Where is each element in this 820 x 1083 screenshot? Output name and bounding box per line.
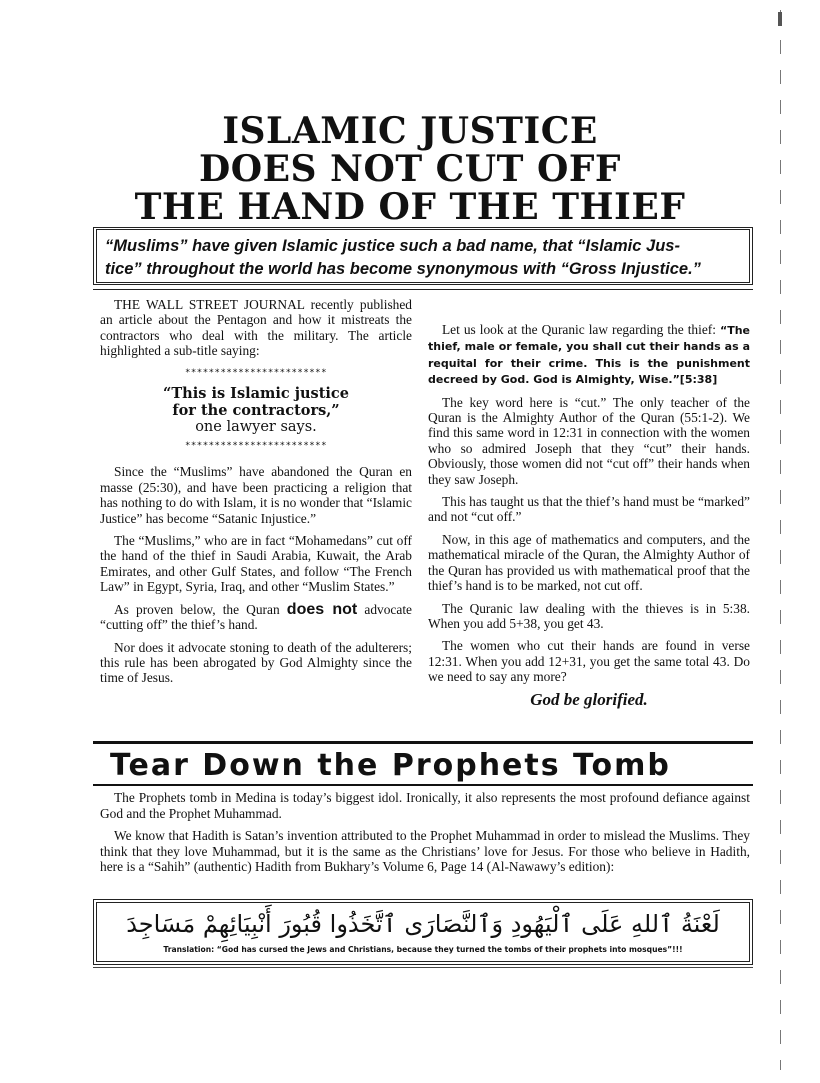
pullquote-under-rule	[93, 289, 753, 290]
left-column	[100, 297, 412, 693]
pullquote-text	[105, 235, 741, 281]
hadith-translation: Translation: “God has cursed the Jews and Christians, because they turned the tombs of their prophets into mosques”!!!	[163, 945, 683, 954]
right-paragraph-3: This has taught us that the thief’s hand must be “marked” and not “cut off.”	[428, 494, 750, 525]
left-paragraph-2: Since the “Muslims” have abandoned the Quran en masse (25:30), and have been practicing a religion that has nothing to do with Islam, it is no wonder that “Islamic Justice” has become “Satanic Injustice.”	[100, 464, 412, 526]
title-line-3: THE HAND OF THE THIEF	[134, 186, 686, 228]
does-not-emphasis: does not	[286, 600, 358, 618]
right-paragraph-1	[428, 322, 750, 388]
hadith-box	[93, 899, 753, 965]
hadith-arabic: لَعْنَةُ ٱللهِ عَلَى ٱلْيَهُودِ وَٱلنَّصَارَى ٱتَّخَذُوا قُبُورَ أَنْبِيَائِهِمْ مَسَاجِدَ	[126, 910, 720, 938]
left-paragraph-4	[100, 602, 412, 633]
subquote-line-1: “This is Islamic justice	[163, 385, 349, 403]
pullquote-line-2: tice” throughout the world has become synonymous with “Gross Injustice.”	[105, 260, 701, 278]
subquote-line-2: for the contractors,”	[172, 402, 340, 420]
left-paragraph-5: Nor does it advocate stoning to death of the adulterers; this rule has been abrogated by God Almighty since the time of Jesus.	[100, 639, 412, 686]
hadith-box-under-rule	[93, 967, 753, 968]
section2-heading: Tear Down the Prophets Tomb	[110, 748, 671, 783]
quran-verse-quote: “The thief, male or female, you shall cut their hands as a requital for their crime. This is the punishment decreed by God. God is Almighty, Wise.”[5:38]	[428, 324, 750, 387]
right-paragraph-4: Now, in this age of mathematics and computers, and the mathematical miracle of the Quran, the Almighty Author of the Quran has provided us with mathematical proof that the thief’s hand is to be marked, not cut off.	[428, 531, 750, 594]
section2-body	[100, 790, 750, 882]
scan-edge-mark	[778, 12, 782, 26]
main-title	[100, 112, 720, 226]
title-line-2: DOES NOT CUT OFF	[199, 148, 621, 190]
right-paragraph-6: The women who cut their hands are found in verse 12:31. When you add 12+31, you get the same total 43. Do we need to say any more?	[428, 638, 750, 685]
title-line-1: ISLAMIC JUSTICE	[222, 110, 598, 152]
section2-paragraph-2: We know that Hadith is Satan’s invention attributed to the Prophet Muhammad in order to mislead the Muslims. They think that they love Muhammad, but it is the same as the Christians’ love for Jesus. For those who believe in Hadith, here is a “Sahih” (authentic) Hadith from Bukhary’s Volume 6, Page 14 (Al-Nawawy’s edition):	[100, 828, 750, 875]
pullquote-box	[93, 227, 753, 285]
subquote-line-3: one lawyer says.	[195, 419, 317, 436]
pullquote-line-1: “Muslims” have given Islamic justice such a bad name, that “Islamic Jus-	[105, 237, 680, 255]
stars-divider-bottom: ************************	[184, 441, 328, 452]
right-paragraph-5: The Quranic law dealing with the thieves is in 5:38. When you add 5+38, you get 43.	[428, 600, 750, 631]
section2-paragraph-1: The Prophets tomb in Medina is today’s biggest idol. Ironically, it also represents the most profound defiance against God and the Prophet Muhammad.	[100, 790, 750, 821]
section2-heading-rule	[93, 784, 753, 786]
p4-before: As proven below, the Quran	[114, 601, 287, 617]
stars-divider-top: ************************	[184, 367, 328, 378]
section-divider	[93, 741, 753, 744]
scan-edge-line	[780, 10, 781, 1070]
left-paragraph-1: THE WALL STREET JOURNAL recently published an article about the Pentagon and how it mistreats the contractors who deal with the military. The article highlighted a sub-title saying:	[100, 297, 412, 359]
closing-line: God be glorified.	[530, 689, 648, 709]
right-paragraph-2: The key word here is “cut.” The only teacher of the Quran is the Almighty Author of the Quran (55:1-2). We find this same word in 12:31 in connection with the women who so admired Joseph that they “cut” their hands. Obviously, those women did not “cut off” their hands when they saw Joseph.	[428, 394, 750, 487]
p1-before: Let us look at the Quranic law regarding the thief:	[442, 322, 720, 337]
p4-after: advocate “cutting off” the thief’s hand.	[100, 601, 412, 633]
wsj-subquote	[100, 385, 412, 436]
right-column	[428, 322, 750, 707]
left-paragraph-3: The “Muslims,” who are in fact “Mohamedans” cut off the hand of the thief in Saudi Arabia, Kuwait, the Arab Emirates, and other Gulf States, and follow “The French Law” in Egypt, Syria, Iraq, and other “Muslim States.”	[100, 533, 412, 595]
